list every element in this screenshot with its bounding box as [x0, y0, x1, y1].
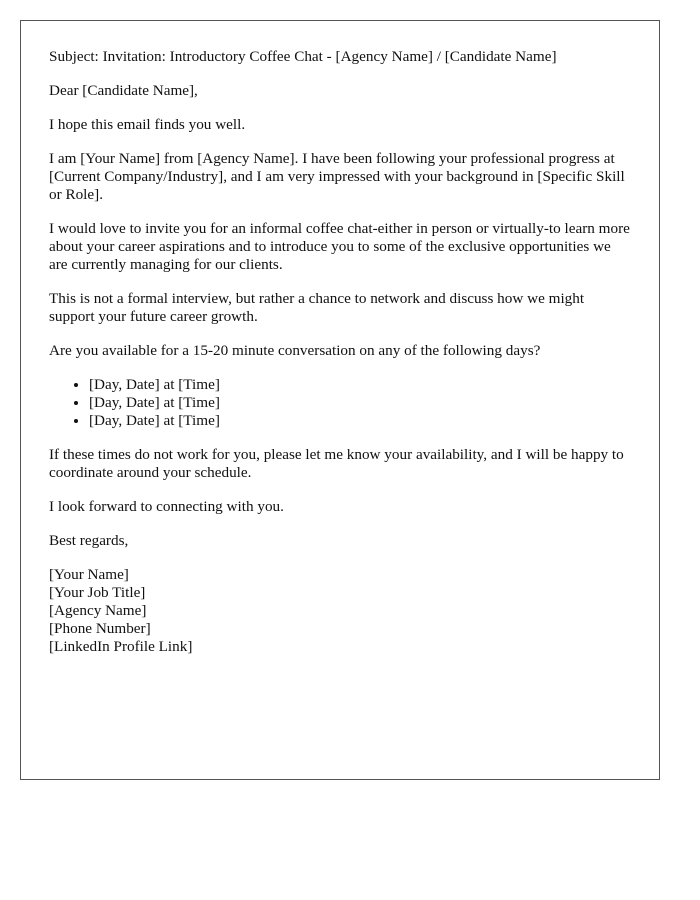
signature-name: [Your Name] [49, 566, 129, 583]
time-options-list [49, 376, 631, 430]
body-paragraph-purpose: This is not a formal interview, but rather a chance to network and discuss how we might support your future career growth. [49, 290, 585, 325]
time-option: • [Day, Date] at [Time] [89, 412, 631, 430]
body-paragraph-alternative: If these times do not work for you, please let me know your availability, and I will be happy to coordinate around your schedule. [49, 446, 624, 481]
letter-frame [20, 20, 660, 780]
signature-job-title: [Your Job Title] [49, 584, 146, 601]
body-paragraph-look-forward: I look forward to connecting with you. [49, 498, 284, 515]
signature-block [49, 566, 631, 656]
body-paragraph-opening: I hope this email finds you well. [49, 116, 246, 133]
body-paragraph-availability-question: Are you available for a 15-20 minute conversation on any of the following days? [49, 342, 541, 359]
signature-phone-number: [Phone Number] [49, 620, 151, 637]
signature-agency-name: [Agency Name] [49, 602, 147, 619]
time-option: • [Day, Date] at [Time] [89, 394, 631, 412]
email-greeting: Dear [Candidate Name], [49, 82, 198, 99]
time-option: • [Day, Date] at [Time] [89, 376, 631, 394]
body-paragraph-introduction: I am [Your Name] from [Agency Name]. I have been following your professional progress at [Current Company/Industry], and I am very impressed with your background in [Specific Skill or Role]. [49, 150, 625, 203]
body-paragraph-invitation: I would love to invite you for an informal coffee chat-either in person or virtually-to learn more about your career aspirations and to introduce you to some of the exclusive opportunities we are currently managing for our clients. [49, 220, 630, 273]
email-closing: Best regards, [49, 532, 129, 549]
signature-linkedin-link: [LinkedIn Profile Link] [49, 638, 193, 655]
email-subject: Subject: Invitation: Introductory Coffee Chat - [Agency Name] / [Candidate Name] [49, 48, 557, 65]
